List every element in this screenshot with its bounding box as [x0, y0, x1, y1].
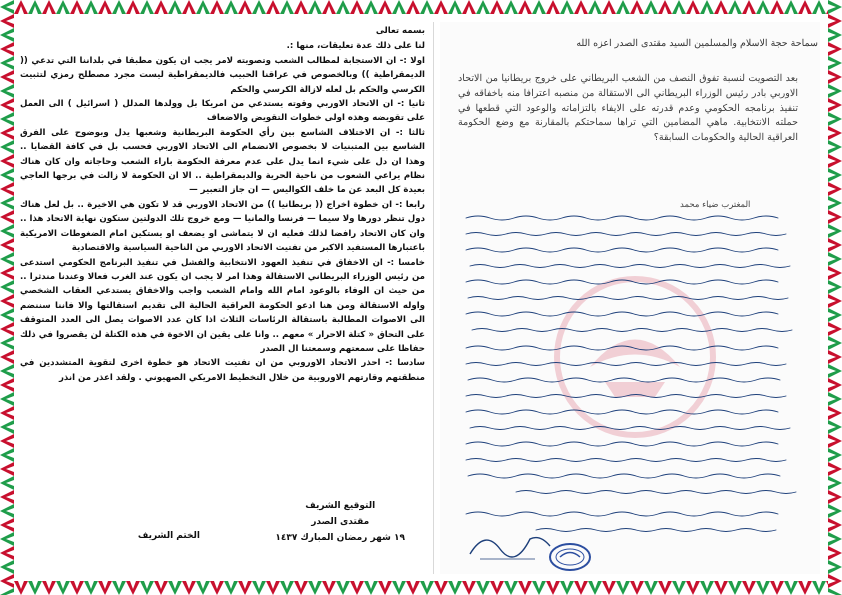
signature-label: التوقيع الشريف: [305, 501, 376, 511]
letter-sender: المغترب ضياء محمد: [680, 200, 751, 210]
signature-right: [275, 498, 405, 546]
column-divider: [433, 22, 434, 574]
paragraph-fourth: رابعا :- ان خطوة اخراج (( بريطانيا )) من الاتحاد الاوربي قد لا تكون هي الاخيرة .. بل لعل هناك دول تنظر دورها ولا سيما — فرنسا والمانيا — ومع خروج تلك الدولتين ستكون نهاية الاتحاد هذا .. وان كان الاتحاد رافضا لذلك فعليه ان لا يتماشى او يضعف او يستكين امام الضغوطات الامريكية باعتبارها المستفيد الاكبر من تفتيت الاتحاد الاوربي من الناحية السياسية والاقتصادية: [20, 199, 425, 254]
seal-label: الختم الشريف: [137, 531, 200, 541]
decorative-border-bottom: [0, 581, 842, 595]
letter-question: بعد التصويت لنسبة تفوق النصف من الشعب البريطاني على خروج بريطانيا من الاتحاد الاوربي بادر رئيس الوزراء البريطاني الى الاستقالة من منصبه اعترافا منه باخفاقه في تنفيذ برنامجه الحكومي وعدم قدرته على الايفاء بالتزاماته والوعود التي قطعها في حملته الانتخابية. ماهي المضامين التي تراها سماحتكم بالمقارنة مع وضع الحكومة العراقية الحالية والحكومات السابقة؟: [458, 73, 799, 144]
paragraph-second: ثانيا :- ان الاتحاد الاوربي وقوته يستدعي من امريكا بل وولدها المدلل ( اسرائيل ) الى العمل على تقويضه وهذه اولى خطوات التقويض والاضعاف: [20, 99, 425, 124]
handwritten-signature-icon: [465, 524, 555, 564]
paragraph-first: اولا :- ان الاستجابة لمطالب الشعب وتصويته لامر يجب ان يكون مطبقا في بلداننا التي تدعي (( الديمقراطية )) وبالخصوص في عراقنا الحبيب فالديمقراطية ليست مجرد مصطلح رمزي لتثبيت الكرسي والحكم بل لعله لازالة الكرسي والحكم: [20, 55, 425, 95]
basmala: بسمه تعالى: [375, 26, 425, 36]
scanned-letter: [440, 22, 820, 574]
decorative-border-left: [0, 0, 14, 595]
decorative-border-right: [828, 0, 842, 595]
signature-block: [20, 498, 425, 568]
paragraph-intro: لنا على ذلك عدة تعليقات، منها :.: [286, 41, 425, 52]
signature-name: مقتدى الصدر: [311, 517, 370, 527]
paragraph-sixth: سادسا :- احذر الاتحاد الاوروبي من ان تفتيت الاتحاد هو خطوة اخرى لتقوية المتشددين في منطقتهم وقارتهم الاوروبية من خلال التخطيط الامريكي الصهيوني . ولقد اعذر من انذر: [20, 358, 425, 383]
handwritten-lines: [456, 208, 806, 548]
decorative-border-top: [0, 0, 842, 14]
official-stamp-icon: [548, 542, 592, 572]
paragraph-third: ثالثا :- ان الاختلاف الشاسع بين رأي الحكومة البريطانية وشعبها يدل وبوضوح على الفرق الشاسع بين المتبنيات لا بخصوص الانضمام الى الاتحاد الاوربي فحسب بل في كافة القضايا .. وهذا ان دل على شيء انما يدل على عدم معرفة الحكومة باراء الشعب وحاجاته وان كان هناك نظام يراعي الشعوب من ناحية الحرية والديمقراطية .. الا ان الحكومة لا زالت في برجها العاجي بعيدة كل البعد عن ما خلف الكواليس — ان جاز التعبير —: [20, 127, 425, 196]
signature-date: ١٩ شهر رمضان المبارك ١٤٣٧: [275, 533, 405, 543]
paragraph-fifth: خامسا :- ان الاخفاق في تنفيذ العهود الانتخابية والفشل في تنفيذ البرنامج الحكومي استدعى من رئيس الوزراء البريطاني الاستقالة وهذا امر لا يجب ان يكون عند الغرب فعالا وعندنا مندثرا .. من حيث ان الوفاء بالوعود امام الله وامام الشعب واجب والاخفاق يستدعي العقاب الشخصي واوله الاستقالة ومن هنا ادعو الحكومة العراقية الحالية الى تقديم استقالتها والا فاننا سننضم الى الاصوات المطالبة باستقالة الرئاسات الثلاث اذا كان عدد الاصوات يصل الى العدد المتوقف على التحاق « كتلة الاحرار » معهم .. وانا على يقين ان الاخوة في هذه الكتلة لن يقصروا في ذلك حفاظا على سمعتهم وسمعتنا ال الصدر: [20, 257, 425, 354]
typed-answer: [20, 24, 425, 572]
letter-header: سماحة حجة الاسلام والمسلمين السيد مقتدى الصدر اعزه الله: [576, 38, 818, 49]
